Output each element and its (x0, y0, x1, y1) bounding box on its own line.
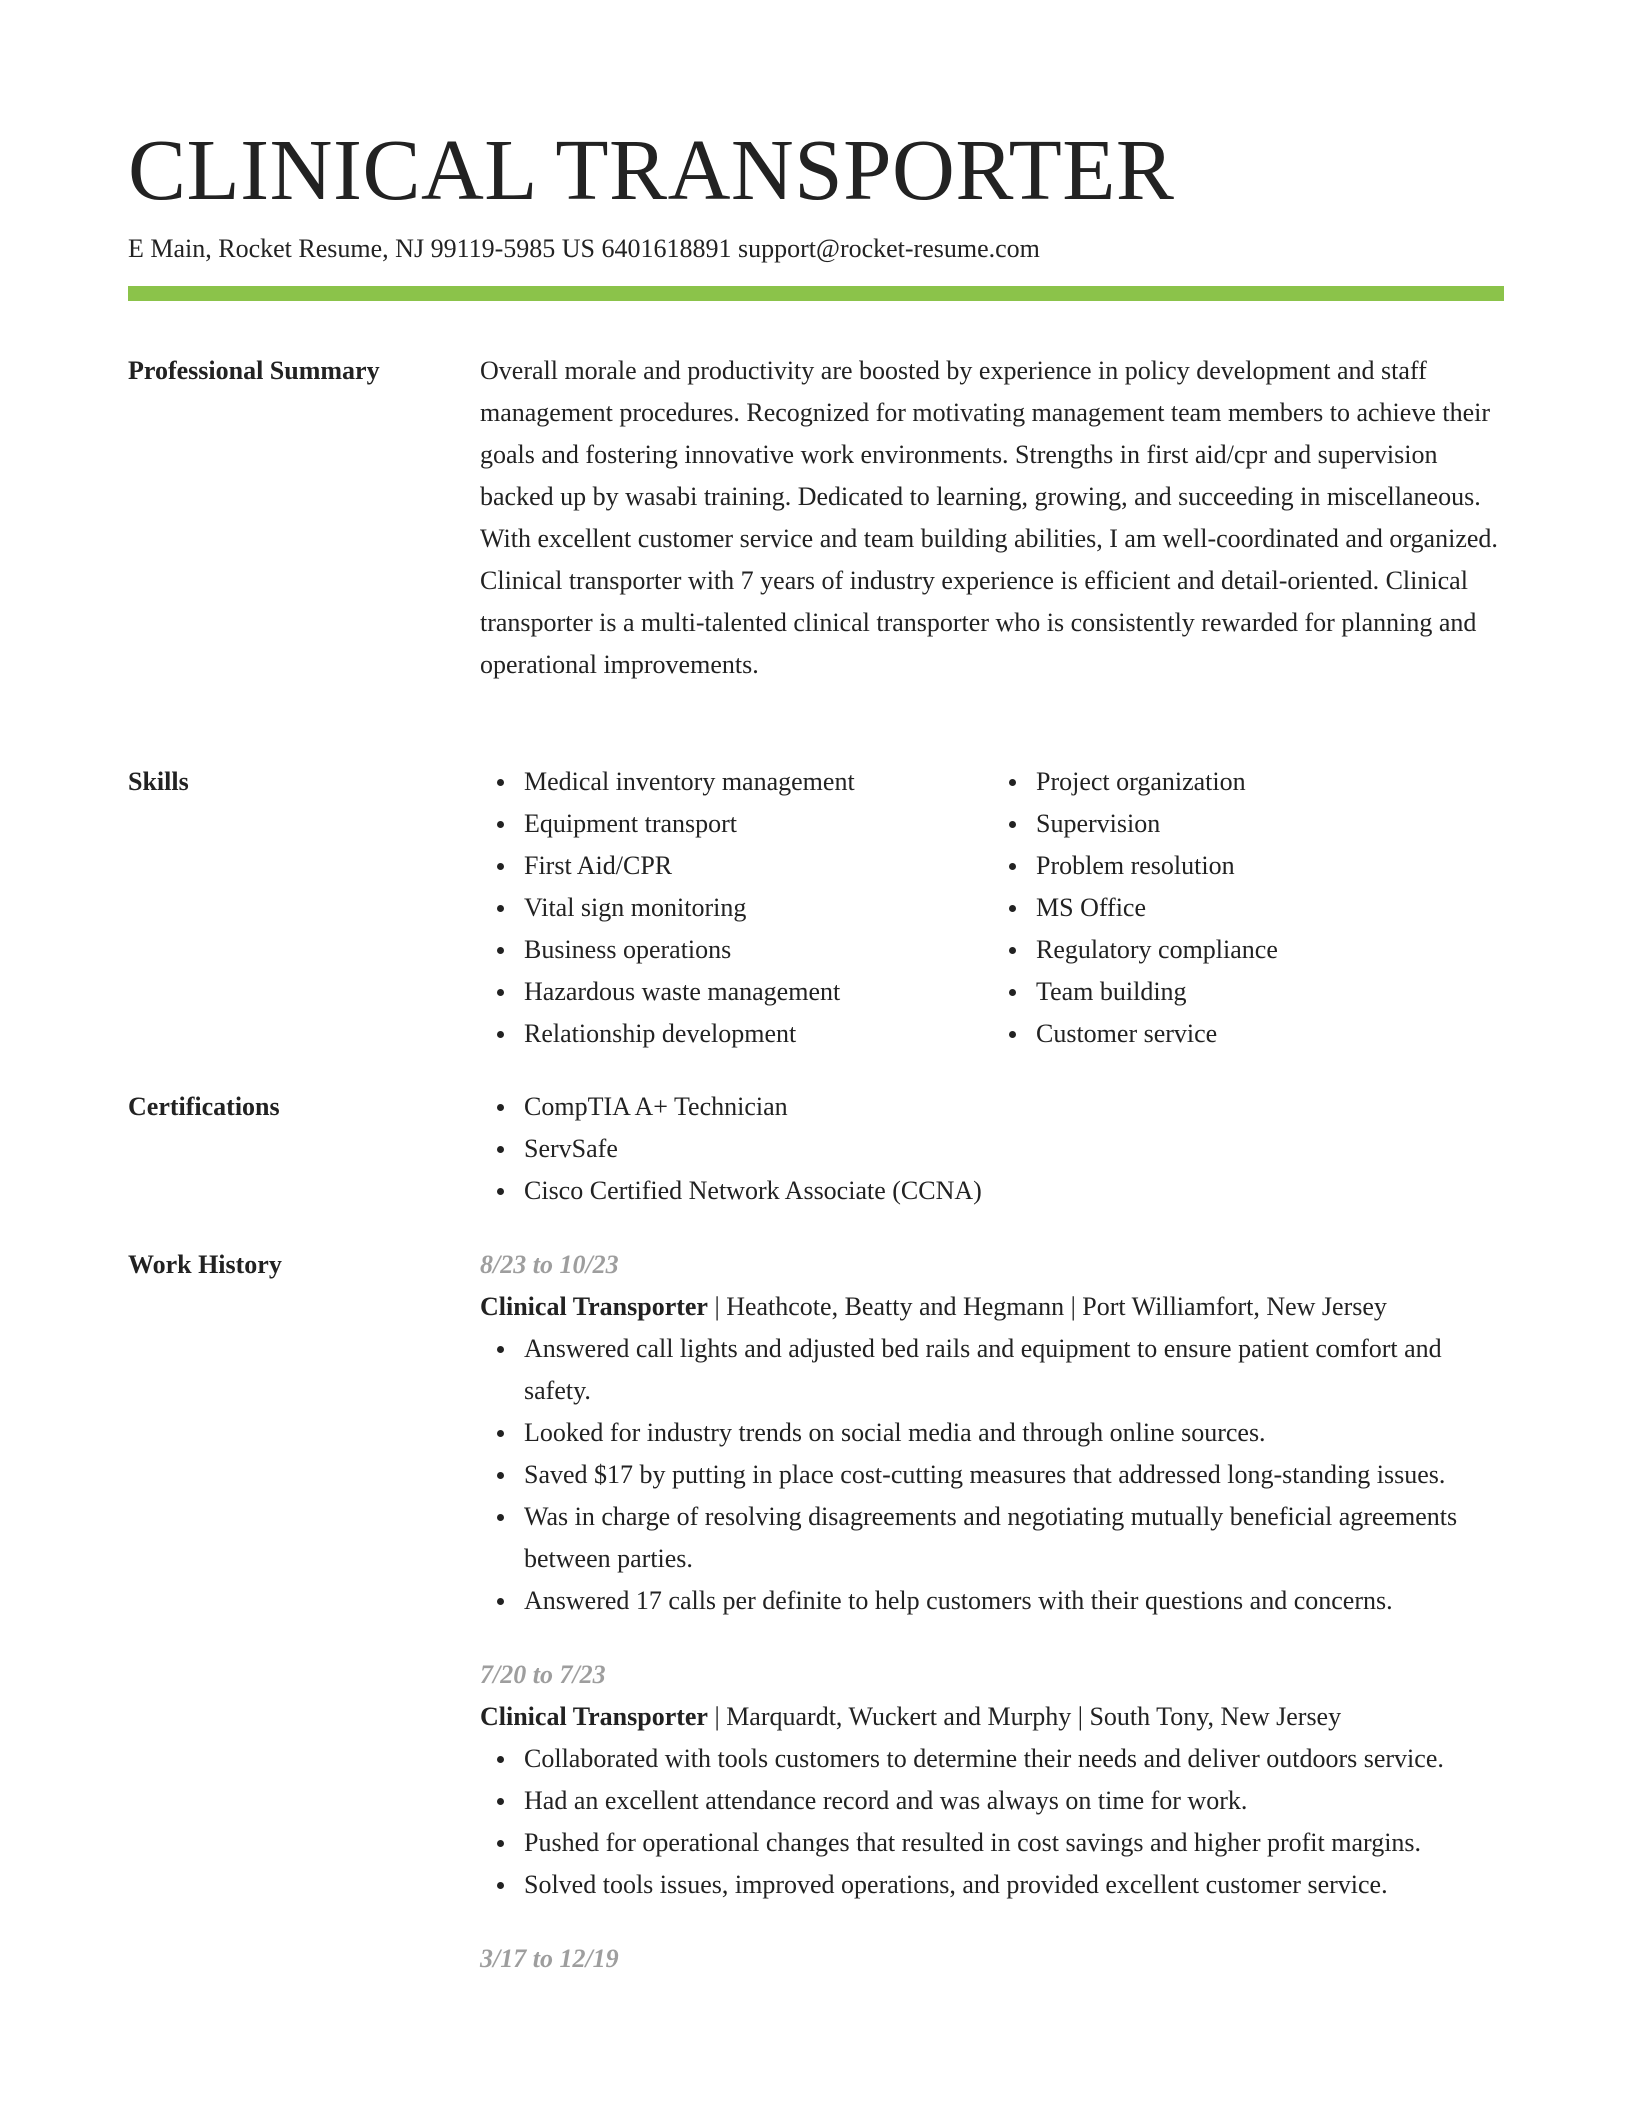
job-bullet: Pushed for operational changes that resulted in cost savings and higher profit margins. (524, 1822, 1504, 1864)
job-header (480, 1286, 1504, 1328)
job-entry (480, 1244, 1504, 1622)
work-history-body (480, 1244, 1504, 1980)
job-bullet: Was in charge of resolving disagreements and negotiating mutually beneficial agreements between parties. (524, 1496, 1504, 1580)
job-bullet: Had an excellent attendance record and was always on time for work. (524, 1780, 1504, 1822)
job-details: | Marquardt, Wuckert and Murphy | South Tony, New Jersey (707, 1702, 1342, 1731)
skill-item: Business operations (524, 929, 992, 971)
skill-item: Relationship development (524, 1013, 992, 1055)
job-header (480, 1696, 1504, 1738)
job-bullet: Answered call lights and adjusted bed rails and equipment to ensure patient comfort and safety. (524, 1328, 1504, 1412)
certification-item: ServSafe (524, 1128, 1504, 1170)
skill-item: Regulatory compliance (1036, 929, 1504, 971)
job-title: Clinical Transporter (480, 1702, 708, 1731)
job-bullet: Answered 17 calls per definite to help customers with their questions and concerns. (524, 1580, 1504, 1622)
summary-text: Overall morale and productivity are boosted by experience in policy development and staff management procedures. Recognized for motivating management team members to achieve their goals and fostering innovative work environments. Strengths in first aid/cpr and supervision backed up by wasabi training. Dedicated to learning, growing, and succeeding in miscellaneous. With excellent customer service and team building abilities, I am well-coordinated and organized. Clinical transporter with 7 years of industry experience is efficient and detail-oriented. Clinical transporter is a multi-talented clinical transporter who is consistently rewarded for planning and operational improvements. (480, 356, 1498, 679)
contact-line: E Main, Rocket Resume, NJ 99119-5985 US 6401618891 support@rocket-resume.com (128, 234, 1040, 263)
skill-item: First Aid/CPR (524, 845, 992, 887)
job-details: | Heathcote, Beatty and Hegmann | Port Williamfort, New Jersey (707, 1292, 1387, 1321)
skills-body (480, 761, 1504, 1055)
job-bullet: Solved tools issues, improved operations, and provided excellent customer service. (524, 1864, 1504, 1906)
accent-divider (128, 286, 1504, 301)
summary-body (480, 350, 1504, 686)
job-bullet: Saved $17 by putting in place cost-cutting measures that addressed long-standing issues. (524, 1454, 1504, 1496)
skill-item: MS Office (1036, 887, 1504, 929)
job-bullet: Looked for industry trends on social media and through online sources. (524, 1412, 1504, 1454)
skills-list-right (992, 761, 1504, 1055)
skill-item: Customer service (1036, 1013, 1504, 1055)
skill-item: Project organization (1036, 761, 1504, 803)
section-label-work-history: Work History (128, 1250, 282, 1279)
job-dates: 3/17 to 12/19 (480, 1944, 619, 1973)
certifications-list (480, 1086, 1504, 1212)
job-dates: 7/20 to 7/23 (480, 1660, 606, 1689)
skills-columns (480, 761, 1504, 1055)
skill-item: Team building (1036, 971, 1504, 1013)
skills-list-left (480, 761, 992, 1055)
job-title: Clinical Transporter (480, 1292, 708, 1321)
skill-item: Medical inventory management (524, 761, 992, 803)
job-dates: 8/23 to 10/23 (480, 1250, 619, 1279)
certifications-body (480, 1086, 1504, 1212)
skill-item: Vital sign monitoring (524, 887, 992, 929)
section-label-skills: Skills (128, 767, 189, 796)
skill-item: Equipment transport (524, 803, 992, 845)
resume-name: CLINICAL TRANSPORTER (128, 121, 1175, 218)
job-bullet-list (480, 1738, 1504, 1906)
skill-item: Supervision (1036, 803, 1504, 845)
section-label-certifications: Certifications (128, 1092, 280, 1121)
section-label-summary: Professional Summary (128, 356, 380, 385)
certification-item: Cisco Certified Network Associate (CCNA) (524, 1170, 1504, 1212)
job-entry (480, 1938, 1504, 1980)
job-bullet: Collaborated with tools customers to determine their needs and deliver outdoors service. (524, 1738, 1504, 1780)
job-entry (480, 1654, 1504, 1906)
certification-item: CompTIA A+ Technician (524, 1086, 1504, 1128)
job-bullet-list (480, 1328, 1504, 1622)
skill-item: Problem resolution (1036, 845, 1504, 887)
skill-item: Hazardous waste management (524, 971, 992, 1013)
